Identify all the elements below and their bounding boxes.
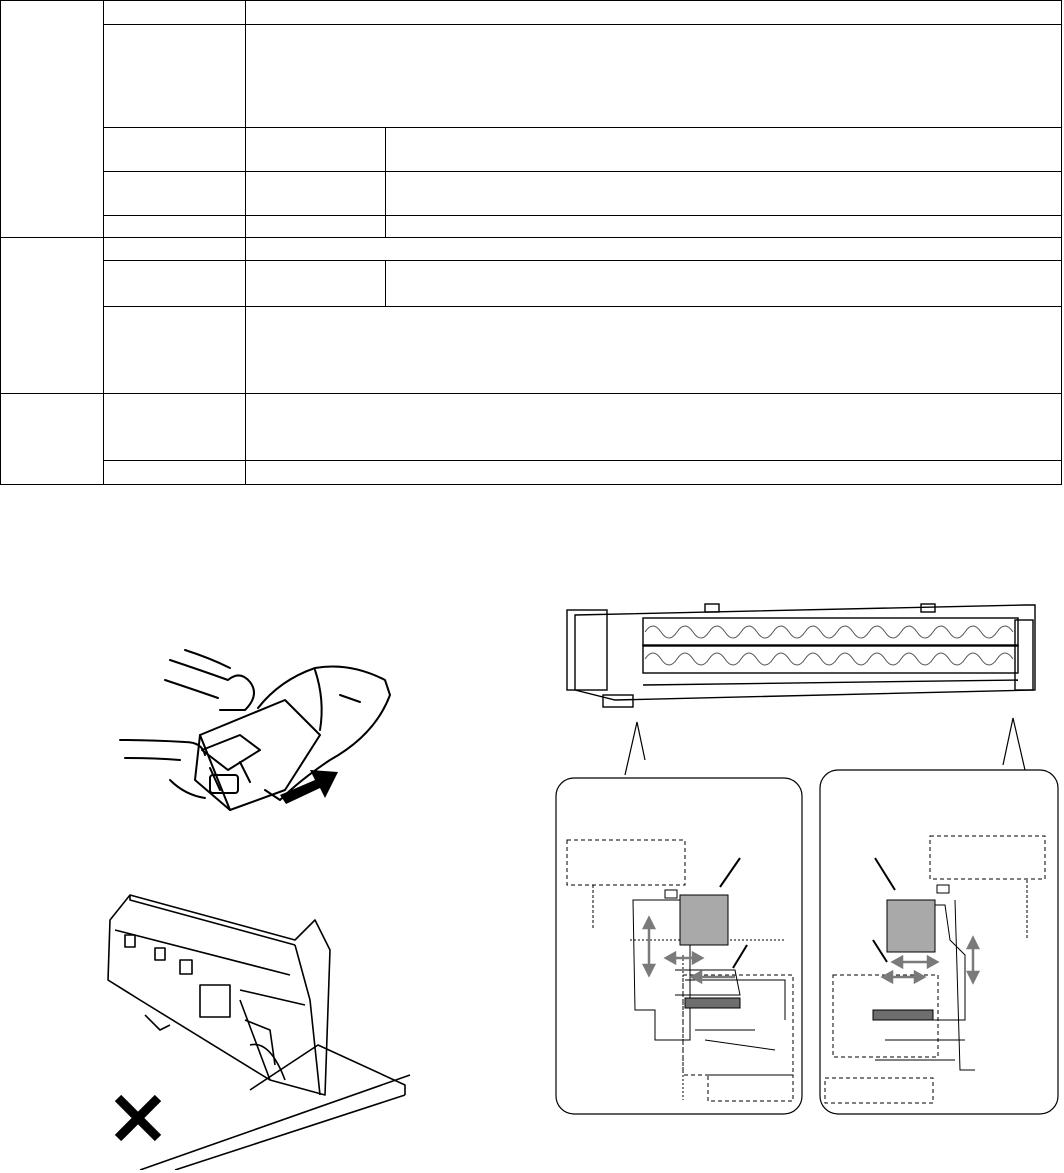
group-1-label [1, 1, 104, 238]
table-cell [104, 394, 246, 461]
table-cell [104, 25, 246, 128]
table-cell [104, 261, 246, 307]
table-cell [386, 128, 1062, 172]
group-3-label [1, 394, 104, 485]
table-cell [246, 1, 1062, 25]
table-cell [246, 394, 1062, 461]
table-cell [104, 172, 246, 216]
table-cell [246, 172, 386, 216]
table-cell [246, 307, 1062, 394]
table-cell [246, 238, 1062, 261]
table-cell [246, 216, 386, 238]
improper-placement-illustration [100, 880, 420, 1170]
table-cell [386, 216, 1062, 238]
table-cell [104, 216, 246, 238]
table-cell [104, 307, 246, 394]
table-cell [386, 261, 1062, 307]
table-cell [104, 128, 246, 172]
table-cell [246, 25, 1062, 128]
group-2-label [1, 238, 104, 394]
table-cell [104, 461, 246, 485]
table-cell [246, 261, 386, 307]
cartridge-removal-illustration [110, 640, 410, 830]
table-cell [386, 172, 1062, 216]
table-cell [246, 128, 386, 172]
developer-unit-diagram [555, 600, 1060, 1120]
table-cell [104, 238, 246, 261]
table-cell [246, 461, 1062, 485]
table-cell [104, 1, 246, 25]
cross-icon [118, 1098, 158, 1138]
spec-table [0, 0, 1062, 485]
